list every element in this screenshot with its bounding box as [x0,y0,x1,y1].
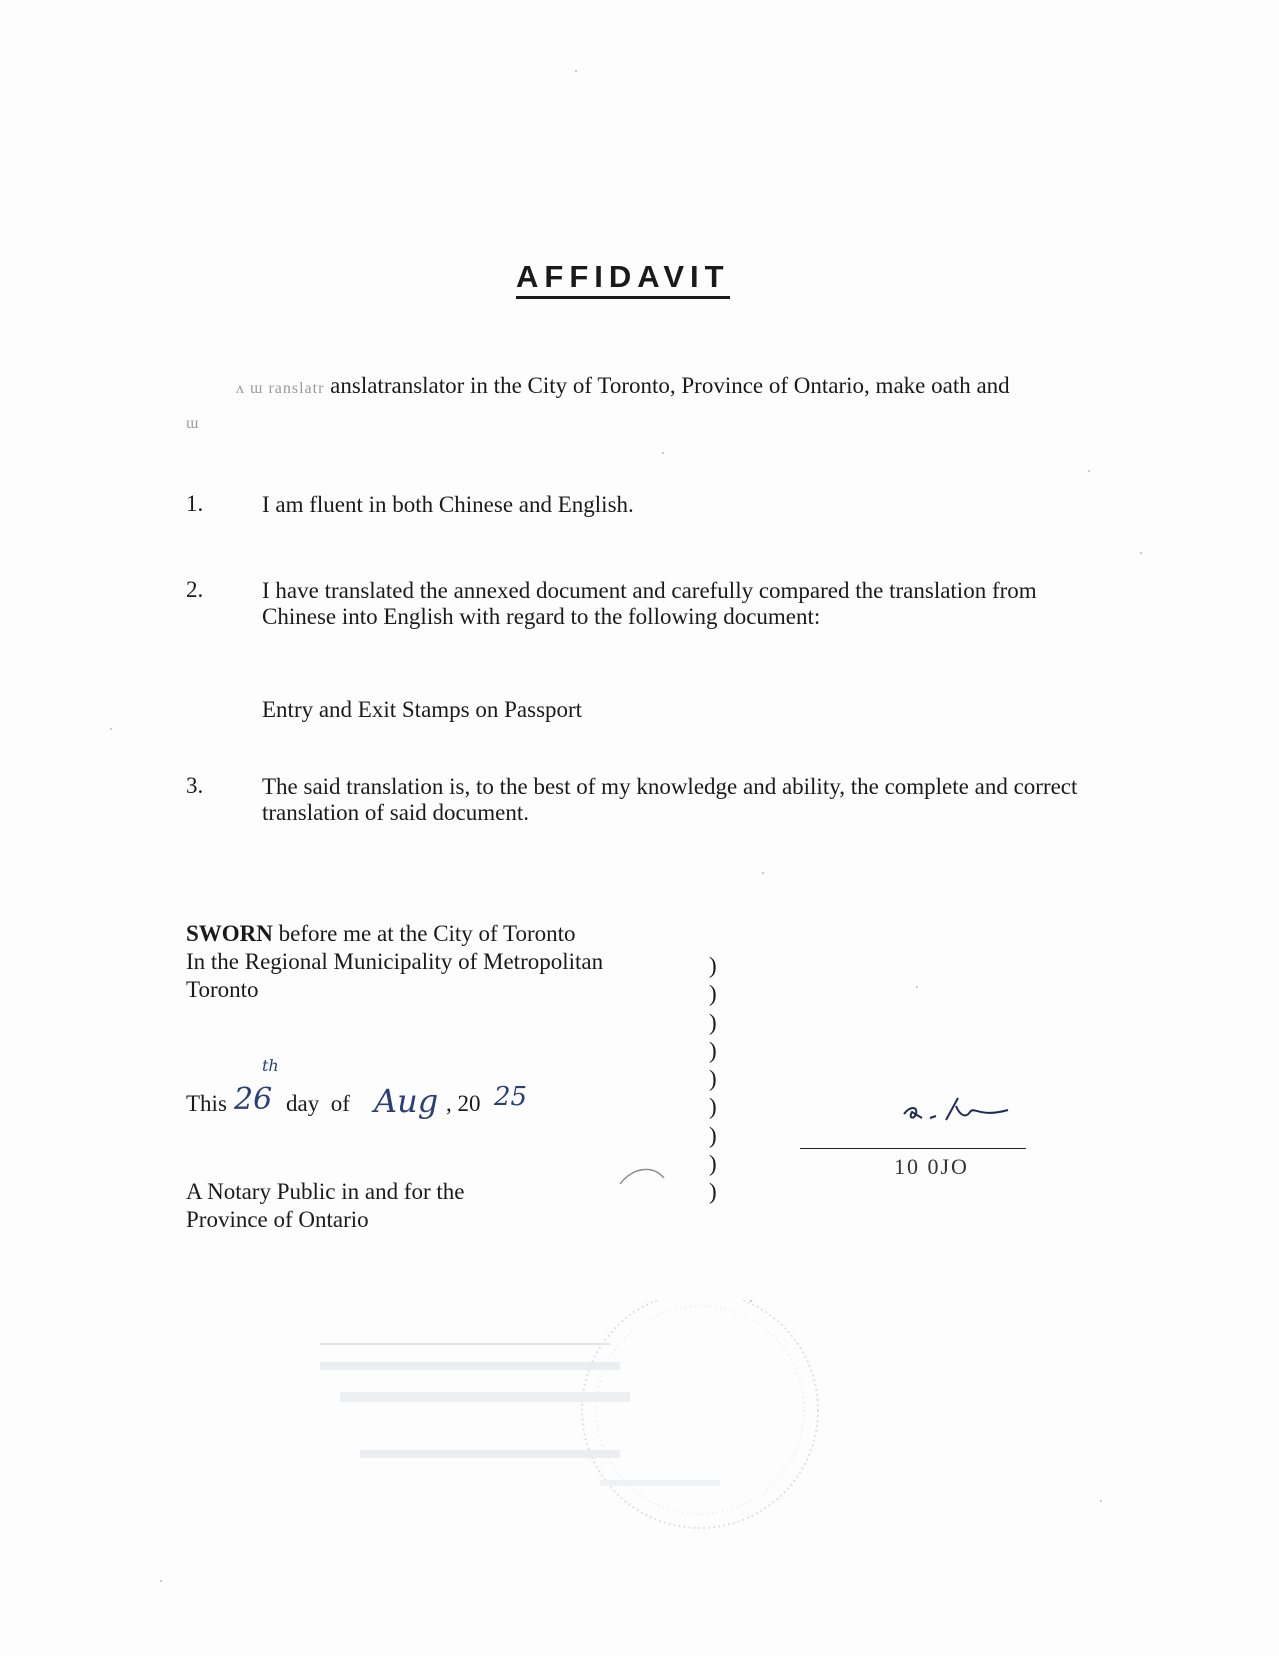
sworn-line-2: In the Regional Municipality of Metropolitan [186,949,604,974]
item-1-text: I am fluent in both Chinese and English. [262,492,634,517]
item-1-number: 1. [186,491,204,516]
date-year-handwritten: 25 [494,1082,528,1112]
date-day-mark: th [262,1056,279,1075]
speck [762,872,764,874]
speck [1140,552,1142,554]
item-2-number: 2. [186,577,204,602]
speck [575,70,577,72]
speck [1100,1500,1102,1502]
pen-mark [618,1160,668,1190]
signature-scribble [900,1088,1020,1134]
item-2-text: I have translated the annexed document and carefully compared the translation from Chinese into English with regard to the following document: [262,578,1037,629]
date-year-prefix: , 20 [446,1091,481,1116]
parentheses-column: ) ) ) ) ) ) ) ) ) [709,953,717,1205]
date-day-handwritten: 26 [234,1082,273,1117]
intro-faded-second: ɯ [186,415,200,432]
intro-text: anslatranslator in the City of Toronto, Province of Ontario, make oath and [330,373,1010,398]
speck [750,1300,752,1302]
speck [110,728,112,730]
notary-line-2: Province of Ontario [186,1207,369,1232]
intro-faded-prefix: ʌ ɯ ranslatr [236,380,325,397]
signature-name: 10 0JO [894,1154,969,1179]
notary-seal-icon [300,1300,820,1560]
speck [1088,470,1090,472]
signature-line [800,1148,1026,1149]
intro-line [236,372,1010,402]
date-middle: day of [286,1091,350,1116]
speck [160,1580,162,1582]
speck [916,986,918,988]
speck [662,452,664,454]
notary-line-1: A Notary Public in and for the [186,1179,465,1204]
item-3-text: The said translation is, to the best of my knowledge and ability, the complete and correct translation of said document. [262,774,1078,825]
document-name: Entry and Exit Stamps on Passport [262,697,583,722]
document-title: AFFIDAVIT [516,258,730,299]
sworn-line-1-rest: before me at the City of Toronto [272,921,576,946]
date-prefix: This [186,1091,227,1116]
sworn-line-1 [186,920,576,947]
date-month-handwritten: Aug [374,1082,439,1120]
item-3-number: 3. [186,773,204,798]
sworn-line-3: Toronto [186,977,259,1002]
sworn-bold: SWORN [186,921,273,946]
